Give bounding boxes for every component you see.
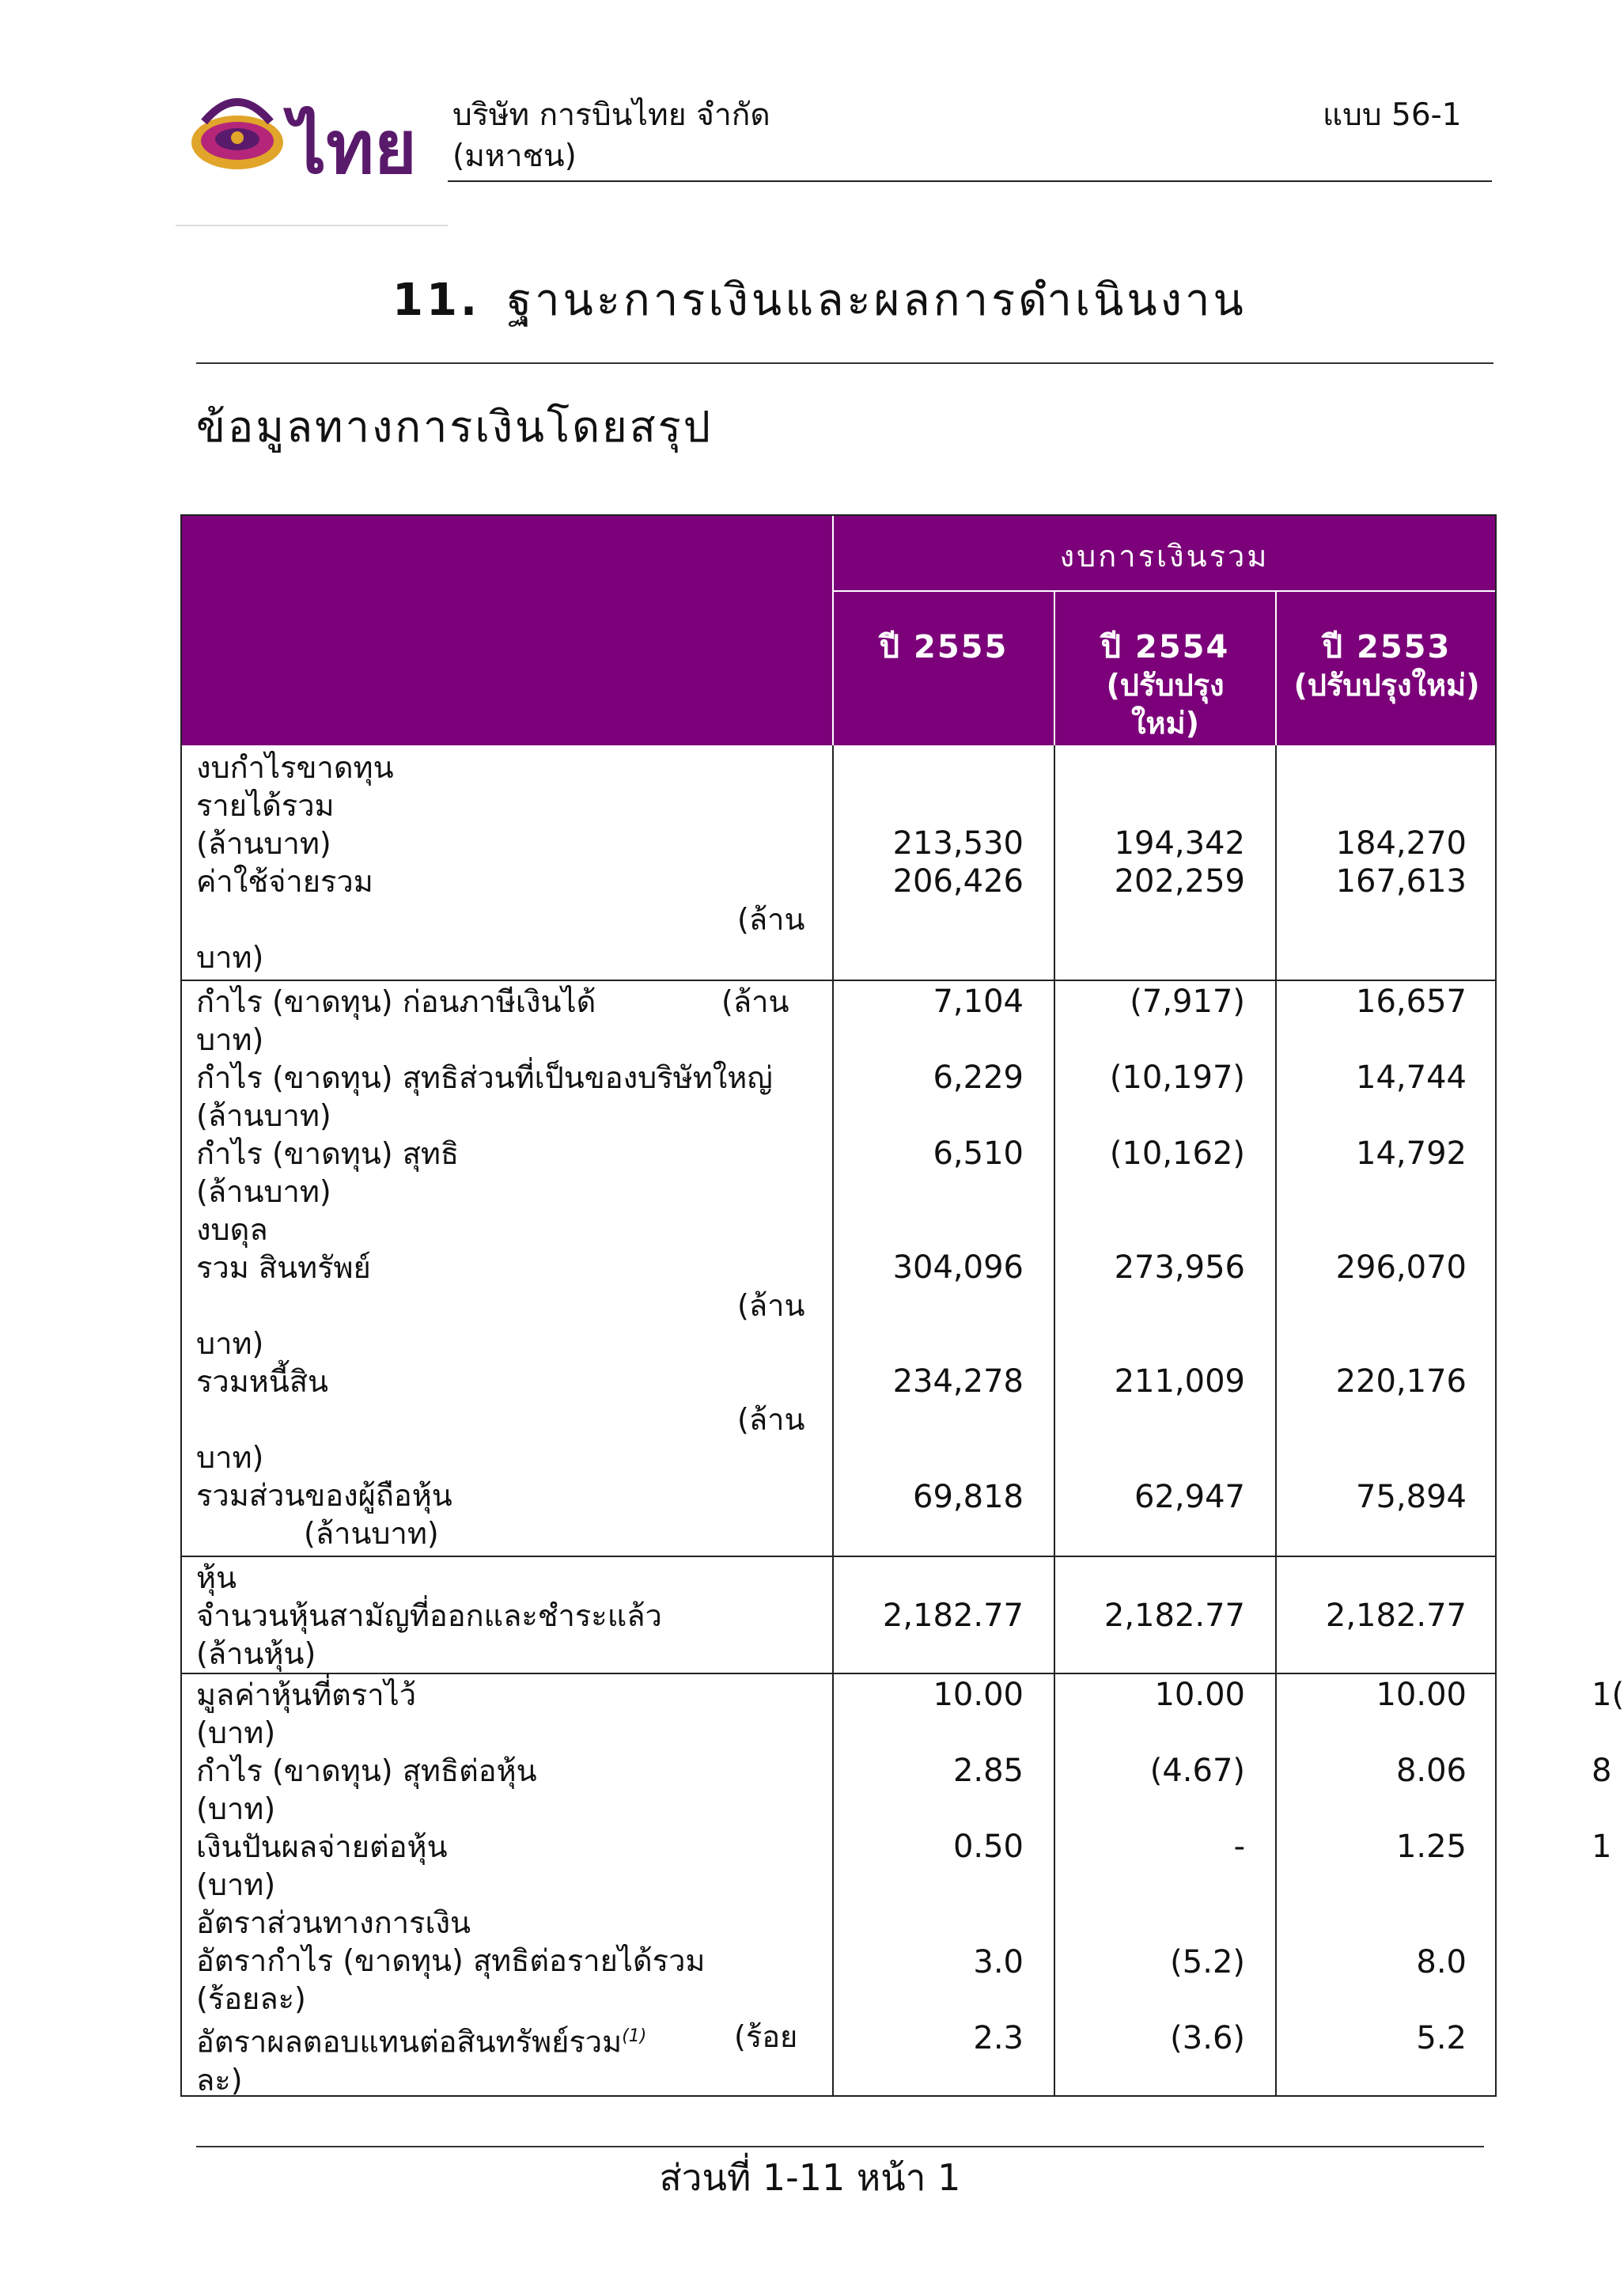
cell-equity-2553: 75,894: [1356, 1479, 1467, 1515]
row-unit: ละ): [196, 2062, 243, 2098]
row-unit: บาท): [196, 1440, 264, 1475]
year-header-2553: [1277, 628, 1497, 704]
cell-assets-2555: 304,096: [892, 1249, 1024, 1286]
row-unit: (ล้านบาท): [196, 1098, 331, 1133]
cell-dps-2554: -: [1233, 1829, 1245, 1865]
section-heading: งบกำไรขาดทุน: [196, 750, 394, 785]
row-label-npm: อัตรากำไร (ขาดทุน) สุทธิต่อรายได้รวม: [196, 1943, 706, 1978]
table-border-left: [180, 514, 182, 2097]
cell-np-2554: (10,162): [1109, 1135, 1245, 1172]
row-label-text: กำไร (ขาดทุน) ก่อนภาษีเงินได้: [196, 984, 596, 1019]
header-rule: [448, 180, 1492, 182]
table-divider-col2: [1275, 745, 1277, 2097]
consolidated-statements-label: งบการเงินรวม: [1059, 539, 1270, 574]
income-statement-section: [196, 749, 832, 976]
row-unit: (ล้านบาท): [304, 1516, 439, 1551]
cell-liabilities-2554: 211,009: [1114, 1363, 1245, 1400]
page-footer: ส่วนที่ 1-11 หน้า 1: [659, 2156, 961, 2199]
company-name-line2: (มหาชน): [452, 138, 577, 174]
section-title: [392, 269, 1247, 332]
year-label: ปี 2554: [1100, 629, 1230, 665]
row-label-assets: รวม สินทรัพย์: [196, 1250, 371, 1285]
row-label-np: กำไร (ขาดทุน) สุทธิ: [196, 1136, 460, 1171]
table-divider-label: [832, 745, 834, 2097]
cell-pbt-2554: (7,917): [1130, 984, 1245, 1020]
section-heading: หุ้น: [196, 1560, 237, 1595]
cell-expenses-2553: 167,613: [1335, 863, 1467, 900]
balance-sheet-section: [196, 1211, 832, 1552]
thai-airways-logo: [188, 90, 441, 193]
cell-np-2553: 14,792: [1356, 1135, 1467, 1172]
cell-par-2555: 10.00: [933, 1677, 1024, 1713]
row-unit: (ล้าน: [737, 1402, 805, 1437]
cell-np-2555: 6,510: [933, 1135, 1024, 1172]
cell-revenue-2553: 184,270: [1335, 825, 1467, 862]
row-label-dps: เงินปันผลจ่ายต่อหุ้น: [196, 1829, 448, 1864]
row-unit: (บาท): [196, 1867, 276, 1902]
financial-summary-table: [180, 514, 1497, 2097]
table-divider-col1: [1054, 745, 1055, 2097]
year-header-2554: [1055, 628, 1275, 742]
cell-expenses-2555: 206,426: [892, 863, 1024, 900]
table-border-top: [180, 514, 1497, 516]
cell-shares-2553: 2,182.77: [1325, 1598, 1467, 1634]
row-label-text: อัตราผลตอบแทนต่อสินทรัพย์รวม: [196, 2024, 623, 2060]
cell-liabilities-2553: 220,176: [1335, 1363, 1467, 1400]
row-label-liabilities: รวมหนี้สิน: [196, 1364, 328, 1399]
footer-rule: [196, 2146, 1484, 2147]
cell-np-parent-2554: (10,197): [1109, 1059, 1245, 1096]
year-label: ปี 2553: [1322, 629, 1452, 665]
section-heading: อัตราส่วนทางการเงิน: [196, 1905, 471, 1940]
form-number: แบบ 56-1: [1323, 97, 1462, 133]
per-share-and-ratios: [196, 1676, 832, 2099]
cell-dps-2555: 0.50: [952, 1829, 1024, 1865]
row-label-shares-outstanding: จำนวนหุ้นสามัญที่ออกและชำระแล้ว: [196, 1598, 662, 1633]
row-unit: (ล้าน: [721, 984, 789, 1019]
cell-npm-2555: 3.0: [973, 1944, 1024, 1980]
cell-npm-2554: (5.2): [1170, 1944, 1245, 1980]
cell-pbt-2553: 16,657: [1356, 984, 1467, 1020]
cell-par-2554: 10.00: [1154, 1677, 1245, 1713]
cell-equity-2554: 62,947: [1134, 1479, 1245, 1515]
cell-roa-2553: 5.2: [1416, 2020, 1467, 2056]
cell-revenue-2554: 194,342: [1114, 825, 1245, 862]
header-divider-group: [834, 590, 1495, 592]
year-note: ใหม่): [1130, 706, 1200, 741]
clipped-column-eps: 8: [1592, 1753, 1612, 1789]
row-unit: (ล้านหุ้น): [196, 1636, 316, 1671]
cell-eps-2553: 8.06: [1395, 1753, 1467, 1789]
cell-revenue-2555: 213,530: [892, 825, 1024, 862]
year-note: (ปรับปรุง: [1106, 668, 1225, 703]
section-title-text: ฐานะการเงินและผลการดำเนินงาน: [507, 275, 1247, 326]
orchid-center: [231, 131, 244, 144]
section-number: 11.: [392, 275, 481, 326]
row-unit: (ล้าน: [737, 1288, 805, 1323]
row-unit: (บาท): [196, 1791, 276, 1826]
footnote-marker: (1): [622, 2026, 647, 2046]
cell-eps-2554: (4.67): [1149, 1753, 1245, 1789]
year-header-2555: [834, 628, 1054, 666]
clipped-column-par: 1(: [1592, 1677, 1624, 1713]
cell-eps-2555: 2.85: [952, 1753, 1024, 1789]
row-separator-shares: [180, 1673, 1497, 1674]
cell-equity-2555: 69,818: [913, 1479, 1024, 1515]
section-heading: งบดุล: [196, 1212, 268, 1247]
clipped-column-dps: 1: [1592, 1829, 1612, 1865]
row-unit: (ร้อย: [734, 2019, 798, 2054]
row-unit: (ร้อยละ): [196, 1981, 306, 2016]
cell-npm-2553: 8.0: [1416, 1944, 1467, 1980]
table-border-right: [1495, 514, 1497, 2097]
row-label-pbt: [196, 983, 832, 1021]
cell-np-parent-2555: 6,229: [933, 1059, 1024, 1096]
row-unit: (บาท): [196, 1715, 276, 1750]
cell-expenses-2554: 202,259: [1114, 863, 1245, 900]
row-label-roa: [196, 2018, 832, 2061]
row-label-expenses: ค่าใช้จ่ายรวม: [196, 864, 373, 899]
year-label: ปี 2555: [879, 629, 1009, 665]
cell-roa-2555: 2.3: [973, 2020, 1024, 2056]
row-unit: (ล้านบาท): [196, 826, 331, 861]
logo-wordmark: ไทย: [290, 104, 417, 190]
cell-shares-2555: 2,182.77: [882, 1598, 1024, 1634]
row-separator-income: [180, 980, 1497, 981]
row-unit: บาท): [196, 1326, 264, 1361]
title-rule: [196, 362, 1493, 364]
year-note: (ปรับปรุงใหม่): [1293, 668, 1480, 703]
subsection-title: ข้อมูลทางการเงินโดยสรุป: [196, 402, 714, 452]
cell-shares-2554: 2,182.77: [1103, 1598, 1245, 1634]
cell-par-2553: 10.00: [1376, 1677, 1467, 1713]
cell-np-parent-2553: 14,744: [1356, 1059, 1467, 1096]
header-faint-rule: [176, 225, 448, 226]
row-label-eps: กำไร (ขาดทุน) สุทธิต่อหุ้น: [196, 1753, 537, 1788]
cell-roa-2554: (3.6): [1170, 2020, 1245, 2056]
cell-pbt-2555: 7,104: [933, 984, 1024, 1020]
row-unit: บาท): [196, 940, 264, 975]
row-label-revenue: รายได้รวม: [196, 788, 335, 823]
row-unit: (ล้านบาท): [196, 1174, 331, 1209]
cell-assets-2554: 273,956: [1114, 1249, 1245, 1286]
profit-rows: [196, 983, 832, 1211]
cell-assets-2553: 296,070: [1335, 1249, 1467, 1286]
row-unit: (ล้าน: [737, 902, 805, 937]
cell-liabilities-2555: 234,278: [892, 1363, 1024, 1400]
row-unit: บาท): [196, 1022, 264, 1057]
company-name: [452, 95, 770, 177]
shares-section: [196, 1559, 832, 1673]
row-separator-balance: [180, 1556, 1497, 1557]
company-name-line1: บริษัท การบินไทย จำกัด: [452, 97, 770, 133]
row-label-np-parent: กำไร (ขาดทุน) สุทธิส่วนที่เป็นของบริษัทใหญ่: [196, 1060, 773, 1095]
row-label-equity: รวมส่วนของผู้ถือหุ้น: [196, 1478, 452, 1513]
row-label-par: มูลค่าหุ้นที่ตราไว้: [196, 1677, 417, 1712]
cell-dps-2553: 1.25: [1395, 1829, 1467, 1865]
